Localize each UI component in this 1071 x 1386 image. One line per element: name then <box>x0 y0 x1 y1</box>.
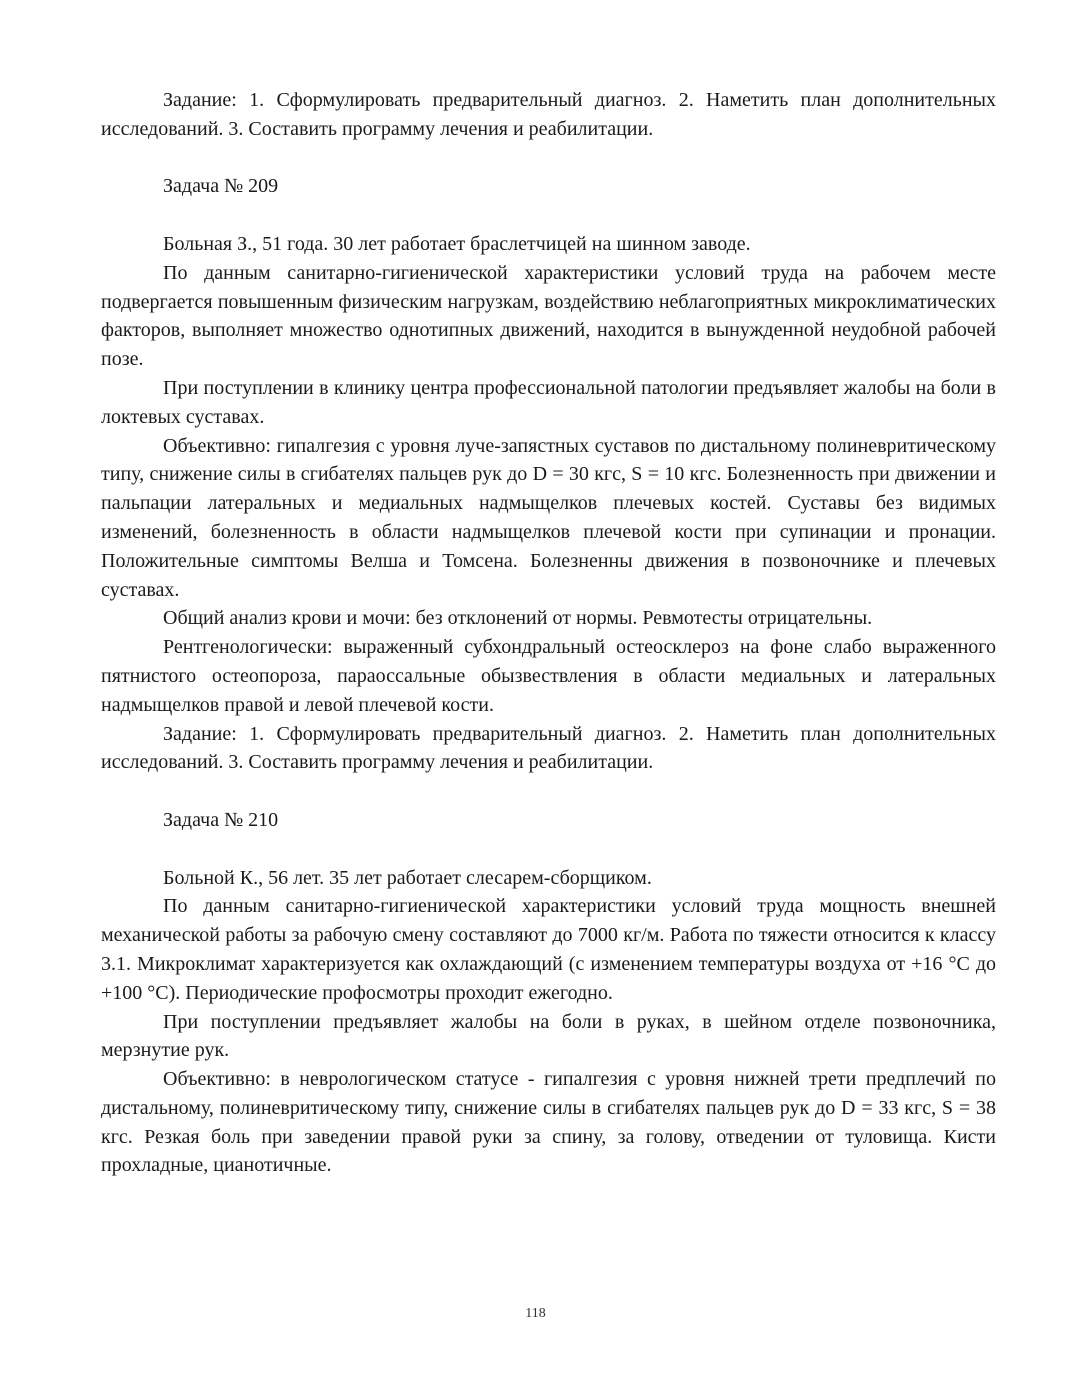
problem-210-complaints: При поступлении предъявляет жалобы на боли в руках, в шейном отделе позвоночника, мерзнутие рук. <box>101 1010 996 1062</box>
problem-209-objective: Объективно: гипалгезия с уровня луче-запястных суставов по дистальному полиневритическому типу, снижение силы в сгибателях пальцев рук до D = 30 кгс, S = 10 кгс. Болезненность при движении и пальпации латеральных и медиальных надмыщелков плечевых костей. Суставы без видимых изменений, болезненность в области надмыщелков плечевой кости при супинации и пронации. Положительные симптомы Велша и Томсена. Болезненны движения в позвоночнике и плечевых суставах. <box>101 434 996 601</box>
page-number: 118 <box>525 1306 546 1321</box>
problem-209-task: Задание: 1. Сформулировать предварительный диагноз. 2. Наметить план дополнительных исследований. 3. Составить программу лечения и реабилитации. <box>101 722 996 774</box>
problem-209-complaints: При поступлении в клинику центра профессиональной патологии предъявляет жалобы на боли в локтевых суставах. <box>101 376 996 428</box>
problem-209-labs: Общий анализ крови и мочи: без отклонений от нормы. Ревмотесты отрицательны. <box>163 607 873 630</box>
problem-210-objective: Объективно: в неврологическом статусе - гипалгезия с уровня нижней трети предплечий по дистальному, полиневритическому типу, снижение силы в сгибателях пальцев рук до D = 33 кгс, S = 38 кгс. Резкая боль при заведении правой руки за спину, за голову, отведении от туловища. Кисти прохладные, цианотичные. <box>101 1068 996 1177</box>
problem-209-title: Задача № 209 <box>163 175 279 198</box>
problem-210-conditions: По данным санитарно-гигиенической характеристики условий труда мощность внешней механической работы за рабочую смену составляют до 7000 кг/м. Работа по тяжести относится к классу 3.1. Микроклимат характеризуется как охлаждающий (с изменением температуры воздуха от +16 °С до +100 °С). Периодические профосмотры проходит ежегодно. <box>101 895 996 1004</box>
task-paragraph: Задание: 1. Сформулировать предварительный диагноз. 2. Наметить план дополнительных исследований. 3. Составить программу лечения и реабилитации. <box>101 89 996 140</box>
document-page <box>101 86 996 1180</box>
problem-210-patient: Больной К., 56 лет. 35 лет работает слесарем-сборщиком. <box>163 866 652 889</box>
problem-209-patient: Больная З., 51 года. 30 лет работает браслетчицей на шинном заводе. <box>163 232 751 255</box>
problem-209-conditions: По данным санитарно-гигиенической характеристики условий труда на рабочем месте подвергается повышенным физическим нагрузкам, воздействию неблагоприятных микроклиматических факторов, выполняет множество однотипных движений, находится в вынужденной неудобной рабочей позе. <box>101 261 996 371</box>
problem-209-xray: Рентгенологически: выраженный субхондральный остеосклероз на фоне слабо выраженного пятнистого остеопороза, параоссальные обызвествления в области медиальных и латеральных надмыщелков правой и левой плечевой кости. <box>101 636 996 716</box>
problem-210-title: Задача № 210 <box>163 808 279 831</box>
